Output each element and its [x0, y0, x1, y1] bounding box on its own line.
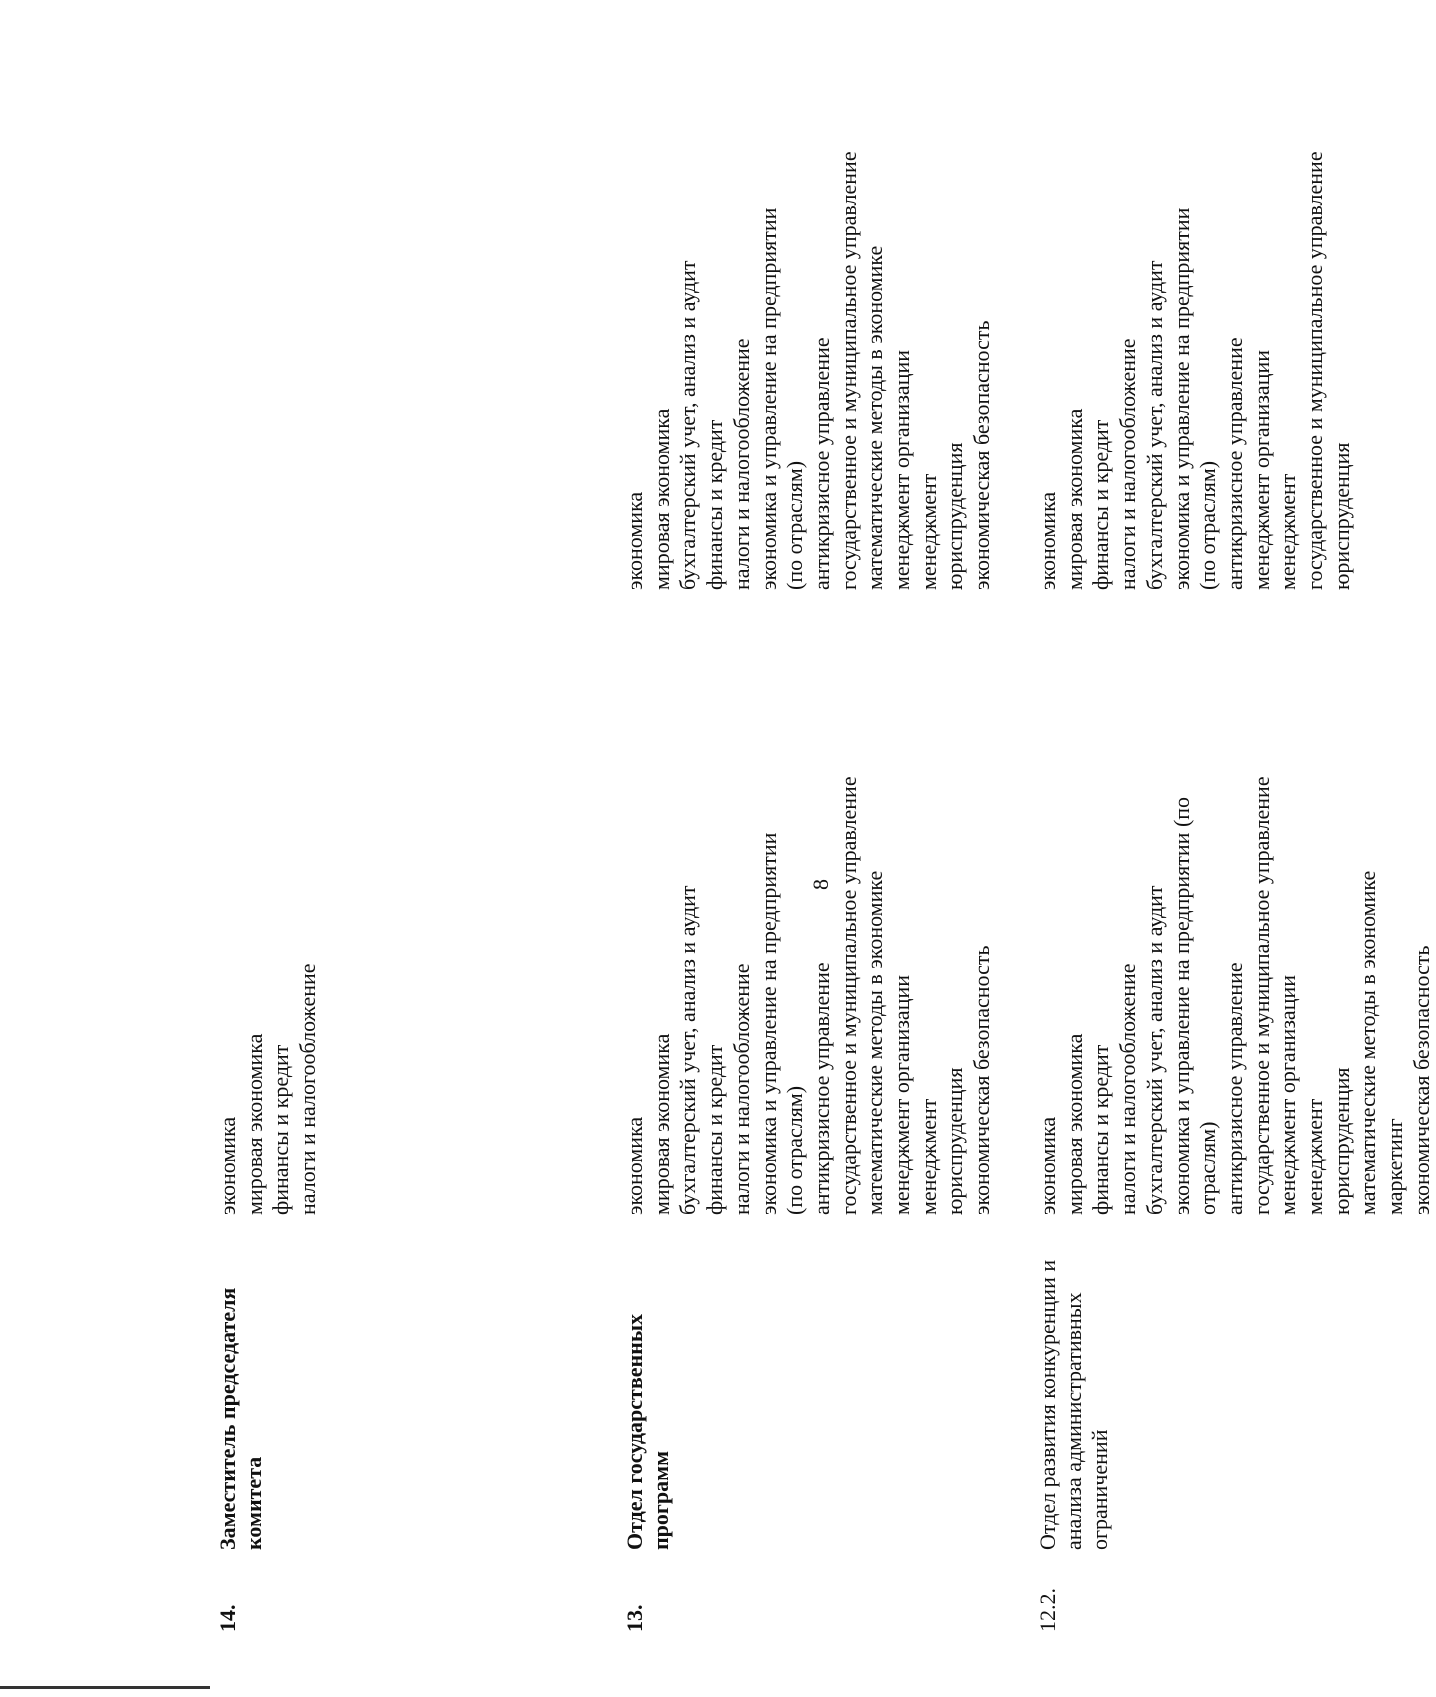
specialty-item: мировая экономика	[1061, 1033, 1087, 1215]
specialty-item: отраслям)	[1195, 1121, 1221, 1215]
specialty-item: экономика	[622, 491, 647, 590]
department-name: Отдел государственных программ	[622, 1313, 673, 1550]
specialty-item: антикризисное управление	[1221, 337, 1247, 590]
specialty-item: юриспруденция	[1328, 1067, 1354, 1215]
specialty-item: налоги и налогообложение	[1115, 963, 1141, 1215]
page-number: 8	[808, 879, 833, 890]
specialty-item: (по отраслям)	[782, 460, 808, 590]
specialty-item: государственное и муниципальное управление	[1248, 776, 1274, 1215]
specialty-item: мировая экономика	[648, 1033, 674, 1215]
specialty-item: бухгалтерский учет, анализ и аудит	[1141, 885, 1167, 1215]
specialty-item: государственное и муниципальное управление	[1302, 151, 1328, 590]
specialties-list-1	[215, 635, 322, 1215]
specialty-item: финансы и кредит	[268, 1044, 294, 1215]
specialty-item: экономическая безопасность	[969, 320, 995, 590]
specialty-item: мировая экономика	[1061, 408, 1087, 590]
specialty-item: антикризисное управление	[808, 337, 834, 590]
row-number: 12.2.	[1035, 1588, 1060, 1632]
specialty-item: менеджмент	[915, 1098, 941, 1215]
specialty-item: экономическая безопасность	[1408, 945, 1434, 1215]
specialty-item: налоги и налогообложение	[728, 963, 754, 1215]
specialties-list-1	[1035, 635, 1436, 1215]
specialties-list-2	[622, 30, 996, 590]
specialty-item: экономика	[1035, 1116, 1060, 1215]
row-number: 14.	[215, 1604, 240, 1632]
specialty-item: менеджмент организации	[1275, 974, 1301, 1215]
specialty-item: антикризисное управление	[1221, 962, 1247, 1215]
specialty-item: государственное и муниципальное управление	[835, 151, 861, 590]
landscape-content	[0, 70, 1434, 1660]
scan-edge-line	[0, 1686, 210, 1689]
specialty-item: (по отраслям)	[1195, 460, 1221, 590]
specialty-item: экономика и управление на предприятии (по	[1168, 796, 1194, 1215]
specialties-list-1	[622, 635, 996, 1215]
specialty-item: налоги и налогообложение	[728, 338, 754, 590]
row-number: 13.	[622, 1604, 647, 1632]
specialty-item: финансы и кредит	[702, 1044, 728, 1215]
specialty-item: (по отраслям)	[782, 1085, 808, 1215]
specialty-item: мировая экономика	[241, 1033, 267, 1215]
specialty-item: экономика и управление на предприятии	[755, 207, 781, 590]
department-name: Заместитель председателя комитета	[215, 1287, 266, 1550]
specialty-item: экономическая безопасность	[969, 945, 995, 1215]
specialty-item: математические методы в экономике	[1355, 870, 1381, 1215]
specialty-item: налоги и налогообложение	[1115, 338, 1141, 590]
specialty-item: юриспруденция	[942, 442, 968, 590]
specialty-item: юриспруденция	[942, 1067, 968, 1215]
specialty-item: менеджмент	[1275, 473, 1301, 590]
specialty-item: менеджмент организации	[1248, 349, 1274, 590]
specialty-item: бухгалтерский учет, анализ и аудит	[1141, 260, 1167, 590]
specialty-item: государственное и муниципальное управление	[835, 776, 861, 1215]
specialty-item: бухгалтерский учет, анализ и аудит	[675, 885, 701, 1215]
specialty-item: финансы и кредит	[1088, 1044, 1114, 1215]
specialty-item: менеджмент организации	[889, 349, 915, 590]
specialty-item: маркетинг	[1382, 1118, 1408, 1215]
specialty-item: математические методы в экономике	[862, 245, 888, 590]
specialty-item: экономика	[622, 1116, 647, 1215]
specialty-item: юриспруденция	[1328, 442, 1354, 590]
specialty-item: финансы и кредит	[702, 419, 728, 590]
specialties-list-2	[1035, 30, 1355, 590]
specialty-item: антикризисное управление	[808, 962, 834, 1215]
specialty-item: экономика	[1035, 491, 1060, 590]
specialty-item: мировая экономика	[648, 408, 674, 590]
specialty-item: экономика и управление на предприятии	[1168, 207, 1194, 590]
department-name: Отдел развития конкуренции и анализа административных ограничений	[1035, 1259, 1112, 1550]
specialty-item: налоги и налогообложение	[295, 963, 321, 1215]
specialty-item: менеджмент	[915, 473, 941, 590]
specialty-item: математические методы в экономике	[862, 870, 888, 1215]
specialty-item: экономика и управление на предприятии	[755, 832, 781, 1215]
specialty-item: менеджмент	[1302, 1098, 1328, 1215]
specialty-item: экономика	[215, 1116, 240, 1215]
specialty-item: бухгалтерский учет, анализ и аудит	[675, 260, 701, 590]
specialty-item: финансы и кредит	[1088, 419, 1114, 590]
specialty-item: менеджмент организации	[889, 974, 915, 1215]
